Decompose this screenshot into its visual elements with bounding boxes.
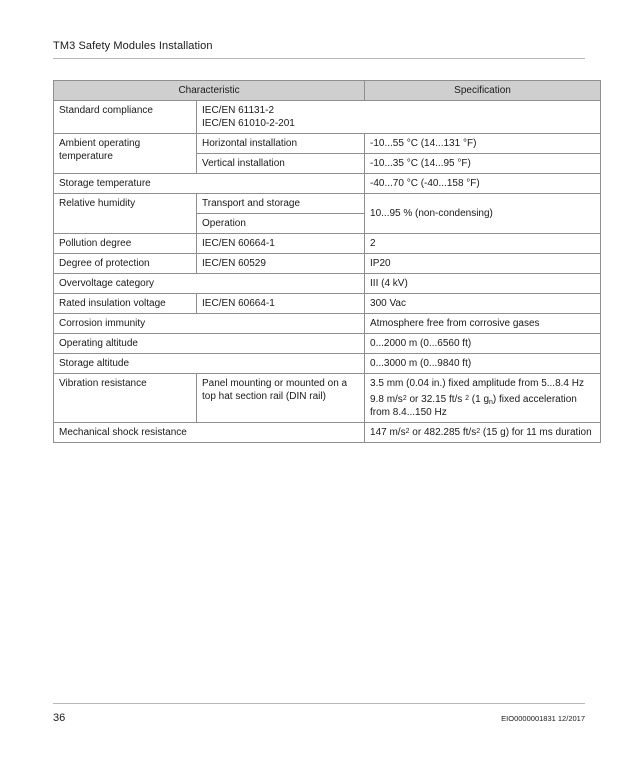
page-number: 36 — [53, 712, 66, 724]
document-reference: EIO0000001831 12/2017 — [501, 714, 585, 723]
value-pollution-degree: 2 — [365, 234, 601, 254]
row-label-storage-temperature: Storage temperature — [54, 174, 365, 194]
value-storage-altitude: 0...3000 m (0...9840 ft) — [365, 354, 601, 374]
condition-vertical-installation: Vertical installation — [197, 154, 365, 174]
vibration-accel-part-b: or 32.15 ft/s — [406, 394, 466, 405]
value-relative-humidity: 10...95 % (non-condensing) — [365, 194, 601, 234]
table-row — [54, 354, 601, 374]
standard-line-1: IEC/EN 61131-2 — [202, 105, 275, 116]
table-row — [54, 294, 601, 314]
footer-divider — [53, 703, 585, 704]
row-label-standard-compliance: Standard compliance — [54, 101, 197, 134]
shock-part-b: or 482.285 ft/s — [409, 427, 477, 438]
table-row — [54, 174, 601, 194]
row-label-storage-altitude: Storage altitude — [54, 354, 365, 374]
vibration-accel-sub: n — [489, 399, 493, 406]
row-label-degree-of-protection: Degree of protection — [54, 254, 197, 274]
shock-part-c: (15 g) for 11 ms duration — [480, 427, 592, 438]
standard-line-2: IEC/EN 61010-2-201 — [202, 118, 295, 129]
value-vibration-resistance — [365, 374, 601, 423]
row-label-relative-humidity: Relative humidity — [54, 194, 197, 234]
header-divider — [53, 58, 585, 59]
table-row — [54, 274, 601, 294]
table-row — [54, 374, 601, 423]
value-horizontal-installation: -10...55 °C (14...131 °F) — [365, 134, 601, 154]
column-header-characteristic: Characteristic — [54, 81, 365, 101]
table-header-row — [54, 81, 601, 101]
running-header-title: TM3 Safety Modules Installation — [53, 40, 213, 52]
vibration-acceleration-text — [370, 393, 595, 419]
table-row — [54, 334, 601, 354]
vibration-accel-sup-1: 2 — [402, 395, 407, 402]
condition-horizontal-installation: Horizontal installation — [197, 134, 365, 154]
standard-compliance-value — [197, 101, 601, 134]
row-label-ambient-temperature: Ambient operating temperature — [54, 134, 197, 174]
value-vertical-installation: -10...35 °C (14...95 °F) — [365, 154, 601, 174]
table-row — [54, 254, 601, 274]
row-label-corrosion-immunity: Corrosion immunity — [54, 314, 365, 334]
table-row — [54, 134, 601, 154]
value-storage-temperature: -40...70 °C (-40...158 °F) — [365, 174, 601, 194]
row-label-rated-insulation-voltage: Rated insulation voltage — [54, 294, 197, 314]
table-row — [54, 194, 601, 214]
row-label-overvoltage-category: Overvoltage category — [54, 274, 365, 294]
standard-rated-insulation-voltage: IEC/EN 60664-1 — [197, 294, 365, 314]
value-corrosion-immunity: Atmosphere free from corrosive gases — [365, 314, 601, 334]
value-mechanical-shock — [365, 423, 601, 443]
table-row — [54, 101, 601, 134]
vibration-accel-part-c: (1 g — [469, 394, 490, 405]
row-label-operating-altitude: Operating altitude — [54, 334, 365, 354]
vibration-amplitude-text: 3.5 mm (0.04 in.) fixed amplitude from 5...8.4 Hz — [370, 378, 584, 389]
column-header-specification: Specification — [365, 81, 601, 101]
condition-operation: Operation — [197, 214, 365, 234]
table-row — [54, 423, 601, 443]
standard-degree-of-protection: IEC/EN 60529 — [197, 254, 365, 274]
value-operating-altitude: 0...2000 m (0...6560 ft) — [365, 334, 601, 354]
value-rated-insulation-voltage: 300 Vac — [365, 294, 601, 314]
condition-transport-storage: Transport and storage — [197, 194, 365, 214]
vibration-accel-part-d: ) fixed acceleration from 8.4...150 Hz — [370, 394, 577, 418]
vibration-accel-part-a: 9.8 m/s — [370, 394, 403, 405]
vibration-accel-sup-2: 2 — [465, 395, 469, 402]
table-row — [54, 314, 601, 334]
specification-table — [53, 80, 601, 443]
shock-sup-2: 2 — [476, 428, 481, 435]
value-overvoltage-category: III (4 kV) — [365, 274, 601, 294]
table-row — [54, 234, 601, 254]
condition-vibration-mounting: Panel mounting or mounted on a top hat section rail (DIN rail) — [197, 374, 365, 423]
row-label-pollution-degree: Pollution degree — [54, 234, 197, 254]
row-label-mechanical-shock: Mechanical shock resistance — [54, 423, 365, 443]
value-degree-of-protection: IP20 — [365, 254, 601, 274]
row-label-vibration-resistance: Vibration resistance — [54, 374, 197, 423]
shock-part-a: 147 m/s — [370, 427, 406, 438]
shock-sup-1: 2 — [405, 428, 410, 435]
standard-pollution-degree: IEC/EN 60664-1 — [197, 234, 365, 254]
